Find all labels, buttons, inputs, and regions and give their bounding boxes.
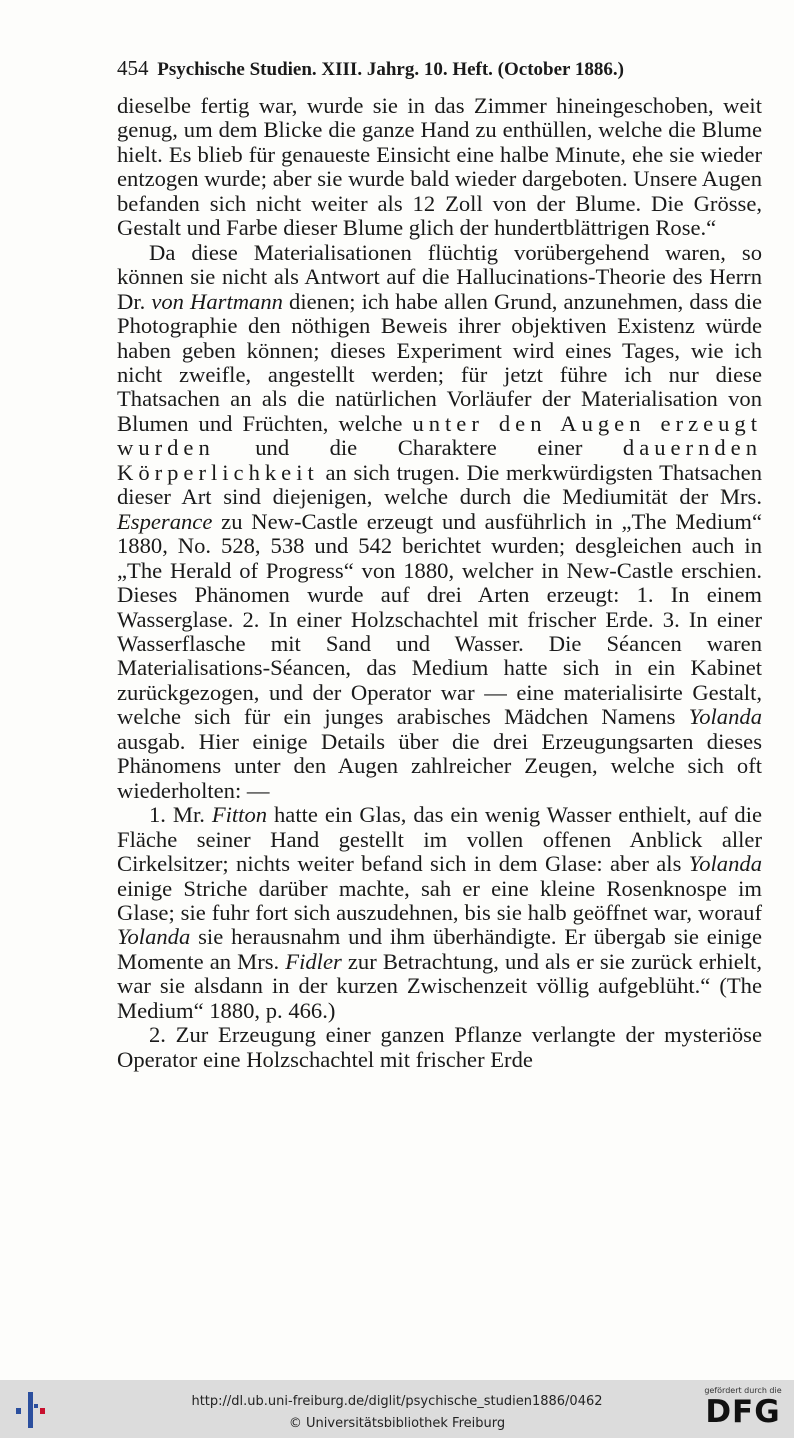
name-fitton: Fitton (211, 802, 268, 828)
name-esperance: Esperance (117, 508, 213, 534)
dfg-tagline: gefördert durch die (704, 1386, 782, 1395)
paragraph-3: 1. Mr. Fitton hatte ein Glas, das ein wenig Wasser enthielt, auf die Fläche seiner Hand gestellt im vollen offenen Anblick aller Cirkelsitzer; nichts weiter befand sich in dem Glase: aber als Yolanda einige Striche darüber machte, sah er eine kleine Rosenknospe im Glase; sie fuhr fort sich auszudehnen, bis sie halb geöffnet war, worauf Yolanda sie herausnahm und ihm überhändigte. Er übergab sie einige Momente an Mrs. Fidler zur Betrachtung, und als er sie zurück erhielt, war sie alsdann in der kurzen Zwischenzeit völlig aufgeblüht.“ (The Medium“ 1880, p. 466.) (117, 802, 763, 1023)
viewer-footer (0, 1380, 794, 1438)
paragraph-1: dieselbe fertig war, wurde sie in das Zimmer hineingeschoben, weit genug, um dem Blicke die ganze Hand zu enthüllen, welche die Blume hielt. Es blieb für genaueste Einsicht eine halbe Minute, ehe sie wieder entzogen wurde; aber sie wurde bald wieder dargeboten. Unsere Augen befanden sich nicht weiter als 12 Zoll von der Blume. Die Grösse, Gestalt und Farbe dieser Blume glich der hundertblättrigen Rose.“ (117, 93, 762, 241)
dfg-wordmark: DFG (705, 1394, 781, 1430)
body-text (117, 94, 762, 1072)
running-title: Psychische Studien. XIII. Jahrg. 10. Heft. (October 1886.) (157, 59, 624, 80)
name-fidler: Fidler (285, 948, 342, 974)
copyright-notice: © Universitätsbibliothek Freiburg (288, 1416, 506, 1431)
paragraph-2: Da diese Materialisationen flüchtig vorübergehend waren, so können sie nicht als Antwort auf die Hallucinations-Theorie des Herrn Dr. von Hartmann dienen; ich habe allen Grund, anzunehmen, dass die Photographie den nöthigen Beweis ihrer objektiven Existenz würde haben geben können; dieses Experiment wird eines Tages, wie ich nicht zweifle, angestellt werden; für jetzt führe ich nur diese Thatsachen an als die natürlichen Vorläufer der Materialisation von Blumen und Früchten, welche unter den Augen erzeugt wurden und die Charaktere einer dauernden Körperlichkeit an sich trugen. Die merkwürdigsten Thatsachen dieser Art sind diejenigen, welche durch die Mediumität der Mrs. Esperance zu New-Castle erzeugt und ausführlich in „The Medium“ 1880, No. 528, 538 und 542 berichtet wurden; desgleichen auch in „The Herald of Progress“ von 1880, welcher in New-Castle erschien. Dieses Phänomen wurde auf drei Arten erzeugt: 1. In einem Wasserglase. 2. In einer Holzschachtel mit frischer Erde. 3. In einer Wasserflasche mit Sand und Wasser. Die Séancen waren Materialisations-Séancen, das Medium hatte sich in ein Kabinet zurückgezogen, und der Operator war — eine materialisirte Gestalt, welche sich für ein junges arabisches Mädchen Namens Yolanda ausgab. Hier einige Details über die drei Erzeugungsarten dieses Phänomens unter den Augen zahlreicher Zeugen, welche sich oft wiederholten: — (117, 239, 762, 803)
paragraph-4: 2. Zur Erzeugung einer ganzen Pflanze verlangte der mysteriöse Operator eine Holzschachtel mit frischer Erde (117, 1022, 762, 1072)
name-hartmann: von Hartmann (151, 288, 283, 314)
spaced-phrase-1: unter den Augen erzeugt wurden (117, 410, 762, 461)
running-header (117, 56, 762, 81)
spaced-phrase-2: dauernden Körperlichkeit (117, 435, 762, 485)
page-number: 454 (117, 56, 149, 80)
name-yolanda: Yolanda (688, 704, 762, 730)
dfg-logo-icon (700, 1386, 786, 1434)
name-yolanda: Yolanda (117, 924, 191, 950)
name-yolanda: Yolanda (688, 851, 762, 877)
permalink-url[interactable]: http://dl.ub.uni-freiburg.de/diglit/psychische_studien1886/0462 (191, 1394, 603, 1409)
